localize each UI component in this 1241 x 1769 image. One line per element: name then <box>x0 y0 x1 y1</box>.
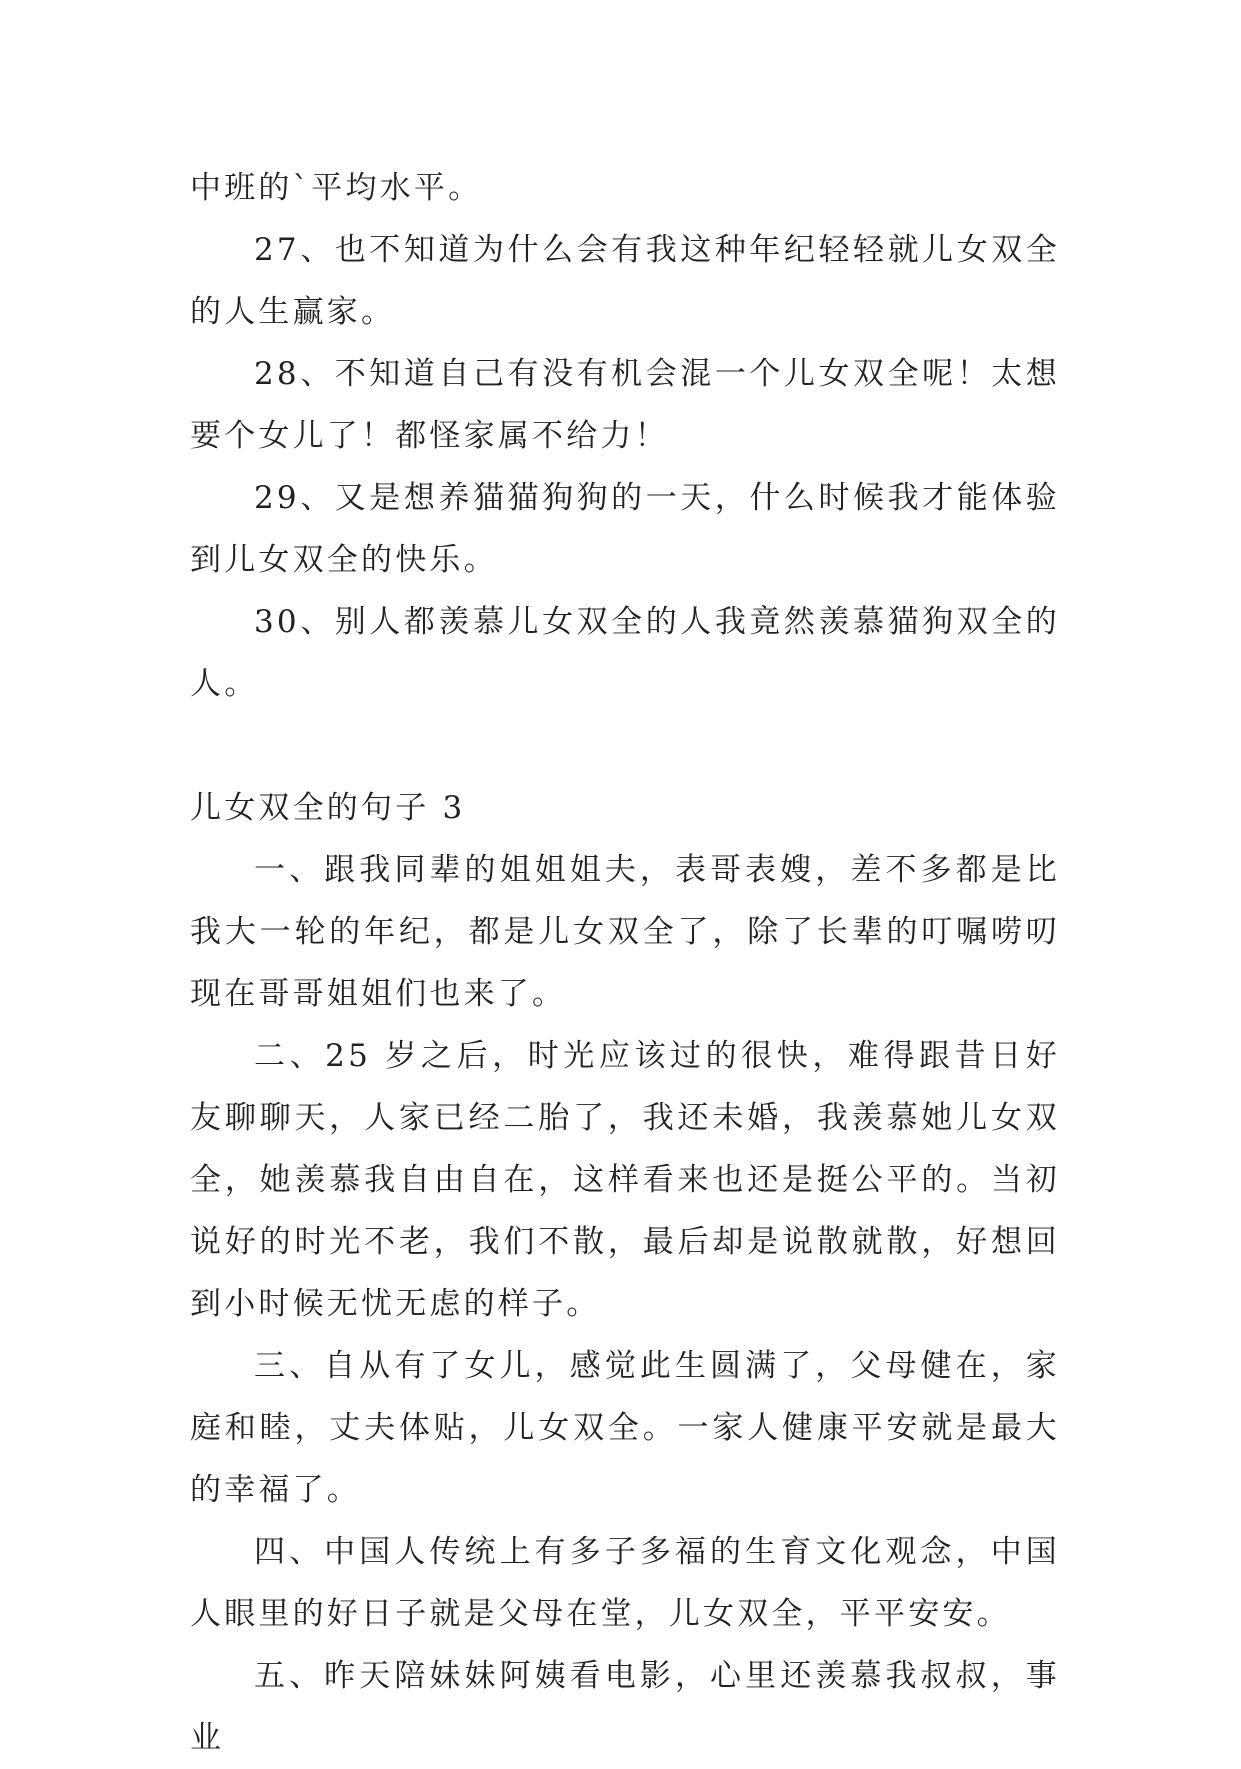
paragraph-item-2: 二、25 岁之后，时光应该过的很快，难得跟昔日好友聊聊天，人家已经二胎了，我还未婚，我羡慕她儿女双全，她羡慕我自由自在，这样看来也还是挺公平的。当初说好的时光不老，我们不散，最后却是说散就散，好想回到小时候无忧无虑的样子。 <box>190 1038 1060 1322</box>
paragraph-continuation: 中班的`平均水平。 <box>190 170 483 206</box>
paragraph-item-27: 27、也不知道为什么会有我这种年纪轻轻就儿女双全的人生赢家。 <box>190 232 1060 330</box>
paragraph-item-1: 一、跟我同辈的姐姐姐夫，表哥表嫂，差不多都是比我大一轮的年纪，都是儿女双全了，除了长辈的叮嘱唠叨现在哥哥姐姐们也来了。 <box>190 852 1060 1012</box>
section-heading: 儿女双全的句子 3 <box>190 790 466 826</box>
paragraph-item-29: 29、又是想养猫猫狗狗的一天，什么时候我才能体验到儿女双全的快乐。 <box>190 480 1060 578</box>
paragraph-item-3: 三、自从有了女儿，感觉此生圆满了，父母健在，家庭和睦，丈夫体贴，儿女双全。一家人健康平安就是最大的幸福了。 <box>190 1348 1060 1508</box>
paragraph-item-5: 五、昨天陪妹妹阿姨看电影，心里还羡慕我叔叔，事业 <box>190 1658 1060 1756</box>
paragraph-item-30: 30、别人都羡慕儿女双全的人我竟然羡慕猫狗双全的人。 <box>190 604 1060 702</box>
paragraph-item-28: 28、不知道自己有没有机会混一个儿女双全呢！太想要个女儿了！都怪家属不给力！ <box>190 356 1060 454</box>
document-body <box>190 157 1060 1769</box>
paragraph-item-4: 四、中国人传统上有多子多福的生育文化观念，中国人眼里的好日子就是父母在堂，儿女双全，平平安安。 <box>190 1534 1060 1632</box>
